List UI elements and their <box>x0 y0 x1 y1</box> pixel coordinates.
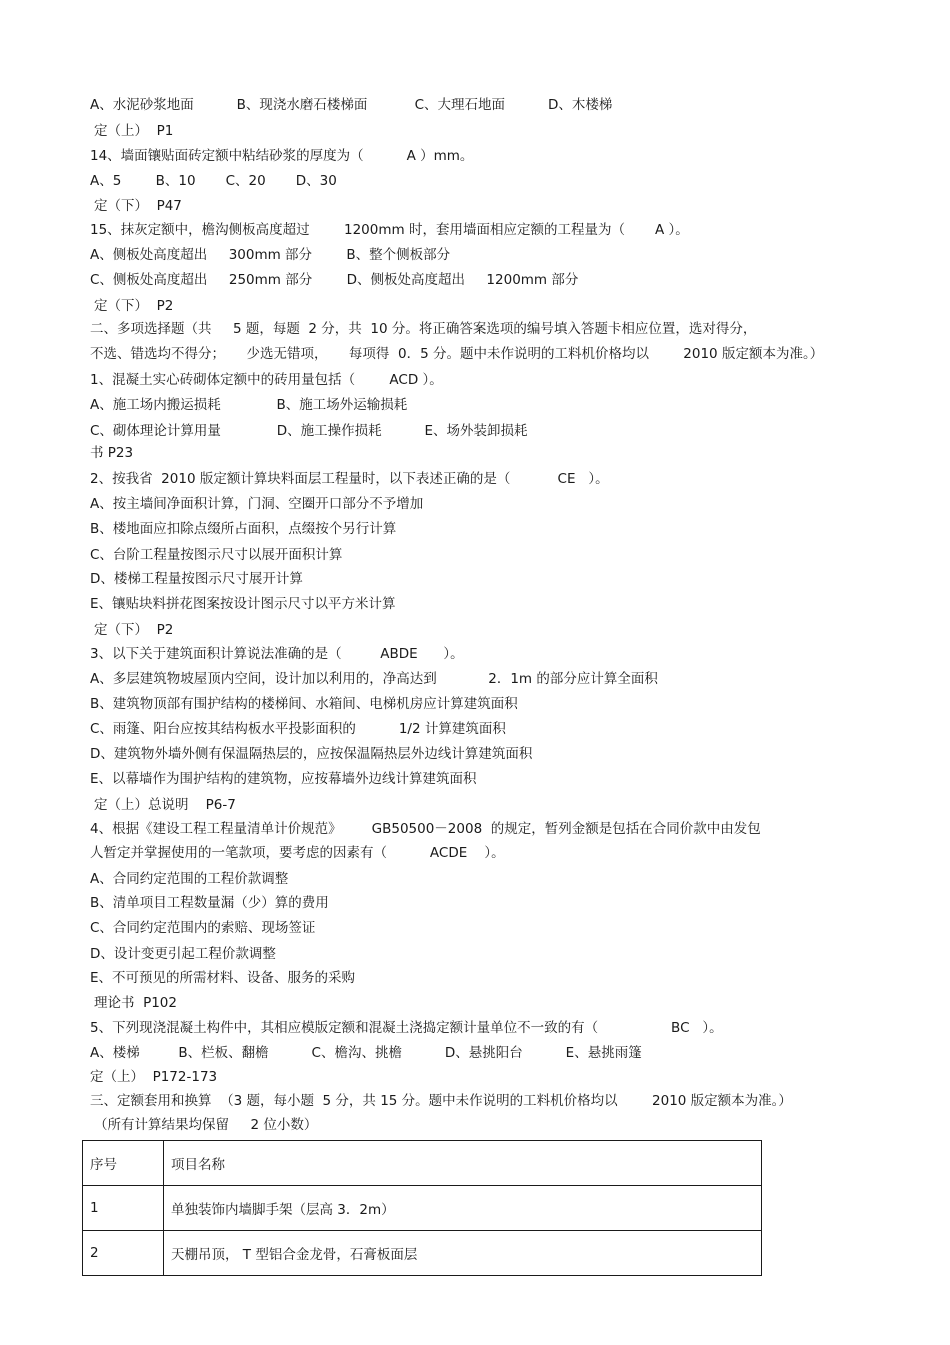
reference-note: 定（下） P47 <box>94 198 182 214</box>
option-line: D、建筑物外墙外侧有保温隔热层的，应按保温隔热层外边线计算建筑面积 <box>90 746 533 762</box>
option-line: B、楼地面应扣除点缀所占面积，点缀按个另行计算 <box>90 521 397 537</box>
option-line: A、5 B、10 C、20 D、30 <box>90 173 337 189</box>
option-line: B、建筑物顶部有围护结构的楼梯间、水箱间、电梯机房应计算建筑面积 <box>90 696 518 712</box>
question-14: 14、墙面镶贴面砖定额中粘结砂浆的厚度为（ A ）mm。 <box>90 148 474 164</box>
option-line: C、合同约定范围内的索赔、现场签证 <box>90 920 316 936</box>
question-4-cont: 人暂定并掌握使用的一笔款项，要考虑的因素有（ ACDE ）。 <box>90 845 505 861</box>
question-3: 3、以下关于建筑面积计算说法准确的是（ ABDE ）。 <box>90 646 464 662</box>
cell-name: 天棚吊顶， T 型铝合金龙骨，石膏板面层 <box>164 1231 762 1276</box>
option-line: A、施工场内搬运损耗 B、施工场外运输损耗 <box>90 397 408 413</box>
reference-note: 定（下） P2 <box>94 622 174 638</box>
section-heading-3-note: （所有计算结果均保留 2 位小数） <box>94 1117 318 1133</box>
option-line: A、楼梯 B、栏板、翻檐 C、檐沟、挑檐 D、悬挑阳台 E、悬挑雨篷 <box>90 1045 642 1061</box>
option-line: E、镶贴块料拼花图案按设计图示尺寸以平方米计算 <box>90 596 396 612</box>
option-line: D、楼梯工程量按图示尺寸展开计算 <box>90 571 303 587</box>
option-line: D、设计变更引起工程价款调整 <box>90 946 276 962</box>
option-line: A、合同约定范围的工程价款调整 <box>90 871 289 887</box>
option-line: A、按主墙间净面积计算，门洞、空圈开口部分不予增加 <box>90 496 424 512</box>
option-line: C、砌体理论计算用量 D、施工操作损耗 E、场外装卸损耗 <box>90 423 528 439</box>
option-line: C、侧板处高度超出 250mm 部分 D、侧板处高度超出 1200mm 部分 <box>90 272 579 288</box>
header-cell-index: 序号 <box>83 1141 164 1186</box>
header-cell-name: 项目名称 <box>164 1141 762 1186</box>
question-2: 2、按我省 2010 版定额计算块料面层工程量时，以下表述正确的是（ CE ）。 <box>90 471 609 487</box>
question-1: 1、混凝土实心砖砌体定额中的砖用量包括（ ACD ）。 <box>90 372 443 388</box>
option-line: E、以幕墙作为围护结构的建筑物，应按幕墙外边线计算建筑面积 <box>90 771 477 787</box>
cell-name: 单独装饰内墙脚手架（层高 3．2m） <box>164 1186 762 1231</box>
section-heading-3: 三、定额套用和换算 （3 题，每小题 5 分，共 15 分。题中未作说明的工料机价格均以 2010 版定额本为准。） <box>90 1093 792 1109</box>
question-5: 5、下列现浇混凝土构件中，其相应模版定额和混凝土浇捣定额计量单位不一致的有（ BC ）。 <box>90 1020 723 1036</box>
option-line: A、水泥砂浆地面 B、现浇水磨石楼梯面 C、大理石地面 D、木楼梯 <box>90 97 613 113</box>
option-line: A、多层建筑物坡屋顶内空间，设计加以利用的，净高达到 2．1m 的部分应计算全面积 <box>90 671 658 687</box>
table-row <box>83 1186 762 1231</box>
table-header-row <box>83 1141 762 1186</box>
option-line: A、侧板处高度超出 300mm 部分 B、整个侧板部分 <box>90 247 451 263</box>
reference-note: 定（上）总说明 P6-7 <box>94 797 236 813</box>
cell-index: 1 <box>83 1186 164 1231</box>
reference-note: 定（下） P2 <box>94 298 174 314</box>
option-line: E、不可预见的所需材料、设备、服务的采购 <box>90 970 356 986</box>
question-table <box>82 1140 762 1276</box>
table-row <box>83 1231 762 1276</box>
question-4: 4、根据《建设工程工程量清单计价规范》 GB50500－2008 的规定，暂列金额是包括在合同价款中由发包 <box>90 821 761 837</box>
question-15: 15、抹灰定额中，檐沟侧板高度超过 1200mm 时，套用墙面相应定额的工程量为（ A ）。 <box>90 222 689 238</box>
option-line: C、雨篷、阳台应按其结构板水平投影面积的 1/2 计算建筑面积 <box>90 721 506 737</box>
cell-index: 2 <box>83 1231 164 1276</box>
section-heading-2: 二、多项选择题（共 5 题，每题 2 分，共 10 分。将正确答案选项的编号填入答题卡相应位置，选对得分， <box>90 321 757 337</box>
reference-note: 定（上） P1 <box>94 123 174 139</box>
reference-note: 书 P23 <box>90 445 134 461</box>
section-heading-2-cont: 不选、错选均不得分； 少选无错项， 每项得 0．5 分。题中未作说明的工料机价格均以 2010 版定额本为准。） <box>90 346 824 362</box>
option-line: B、清单项目工程数量漏（少）算的费用 <box>90 895 329 911</box>
reference-note: 理论书 P102 <box>94 995 177 1011</box>
option-line: C、台阶工程量按图示尺寸以展开面积计算 <box>90 547 343 563</box>
reference-note: 定（上） P172-173 <box>90 1069 218 1085</box>
